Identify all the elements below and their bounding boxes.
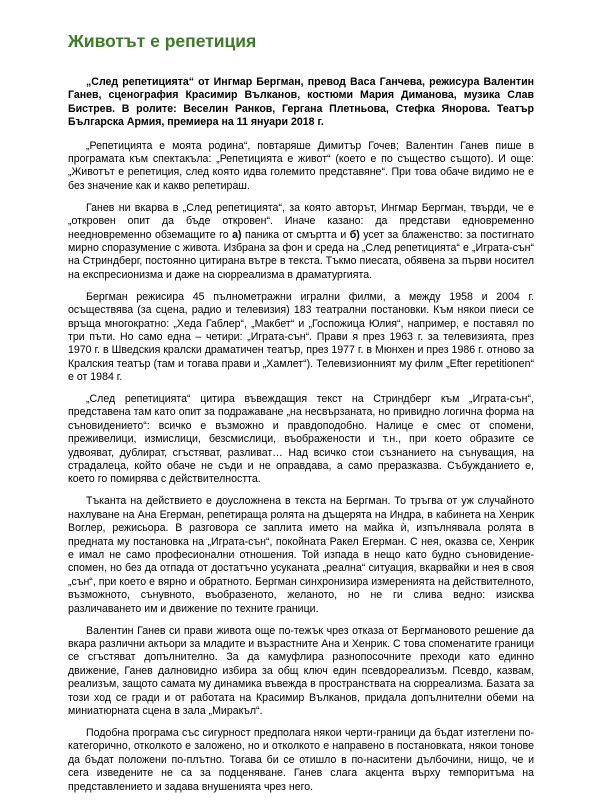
paragraph-4: „След репетицията“ цитира въвеждащия текст на Стриндберг към „Играта-сън“, представена там като опит за подражаване „на несвързаната, но привидно логична форма на съновидението“: всичко е възможно и правдоподобно. Налице е смес от спомени, преживелици, измислици, безсмислици, въображености и т.н., при което образите се удвояват, дублират, сгъстяват, разливат… Над всичко стои съзнанието на сънуващия, на страдалеца, който обаче не съди и не оправдава, а само преразказва. Събужданието е, което го помирява с действителността.: [68, 393, 534, 486]
paragraph-1: „Репетицията е моята родина“, повтаряше Димитър Гочев; Валентин Ганев пише в програмата към спектакъла: „Репетицията е живот“ (което е по същество същото). И още: „Животът е репетиция, след която идва големито представяне“. При това обаче видимо не е без значение как и какво репетираш.: [68, 139, 534, 192]
paragraph-2-marker-b: б): [349, 228, 360, 241]
paragraph-7: Подобна програма със сигурност предполага някои черти-граници да бъдат изтеглени по-категорично, отколкото е заложено, но и отколкото е направено в постановката, някои тонове да бъдат положени по-плътно. Тогава би се отишло в по-наситени дълбочини, нищо, че и сега изведените не са за подценяване. Ганев слага акцента върху темпоритъма на представлението и задава внушенията чрез него.: [68, 726, 534, 793]
paragraph-6: Валентин Ганев си прави живота още по-тежък чрез отказа от Бергмановото решение да вкара различни актьори за младите и възрастните Ана и Хенрик. С това споменатите граници се сгъстяват допълнително. За да камуфлира разнопосочните преходи като единно движение, Ганев далновидно избира за общ ключ един псевдореализъм. Псевдо, казвам, реализъм, защото самата му динамика въвежда в пространствата на сюрреализма. Базата за този ход се гради и от работата на Красимир Вълканов, придала допълнителни обеми на миниатюрната сцена в зала „Миракъл“.: [68, 624, 534, 717]
paragraph-5: Тъканта на действието е доусложнена в текста на Бергман. То тръгва от уж случайното нахлуване на Ана Егерман, репетираща ролята на дъщерята на Индра, в кабинета на Хенрик Воглер, режисьора. В разговора се заплита името на майка ѝ, изпълнявала ролята в предната му постановка на „Играта-сън“, покойната Ракел Егерман. С нея, оказва се, Хенрик е имал не само професионални отношения. Той изпада в нещо като будно съновидение-спомен, но без да отпада от достатъчно усуканата „реална“ ситуация, вкарвайки и нея в своя „сън“, при което е вярно и обратното. Бергман синхронизира измеренията на действителното, възможното, сънувното, въобразеното, желаното, но не ги слива ведно: изисква различаването им и движение по техните граници.: [68, 495, 534, 615]
paragraph-3: Бергман режисира 45 пълнометражни игрални филми, а между 1958 и 2004 г. осъществява (за сцена, радио и телевизия) 183 театрални постановки. Към някои пиеси се връща многократно: „Хеда Габлер“, „Макбет“ и „Госпожица Юлия“, например, е поставял по три пъти. Но само една – четири: „Играта-сън“. Прави я през 1963 г. за телевизията, през 1970 г. в Шведския кралски драматичен театър, през 1977 г. в Мюнхен и през 1986 г. отново за Кралския театър (там и тогава прави и „Хамлет“). Телевизионният му филм „Efter repetitionen“ е от 1984 г.: [68, 290, 534, 384]
article-title: Животът е репетиция: [68, 31, 257, 51]
paragraph-2-part-a: Ганев ни вкарва в „След репетицията“, за която авторът, Ингмар Бергман, твърди, че е „откровен опит да бъде откровен“. Иначе казано: да представи едновременно неедновременно обземащите го: [68, 201, 534, 241]
article-lead: „След репетицията“ от Ингмар Бергман, превод Васа Ганчева, режисура Валентин Ганев, сценография Красимир Вълканов, костюми Мария Диманова, музика Слав Бистрев. В ролите: Веселин Ранков, Гергана Плетньова, Стефка Янорова. Театър Българска Армия, премиера на 11 януари 2018 г.: [68, 76, 534, 129]
paragraph-2-part-c: усет за блаженство: за постигнато мирно споразумение с живота. Избрана за фон и среда на „След репетицията“ е „Играта-сън“ на Стриндберг, постоянно цитирана вътре в текста. Тъкмо пиесата, обявена за първи носител на експресионизма и даже на сюрреализма в драматургията.: [68, 228, 535, 281]
article: [68, 30, 534, 802]
paragraph-2: [68, 202, 534, 282]
paragraph-2-marker-a: а): [232, 228, 242, 241]
paragraph-2-part-b: паника от смъртта и: [241, 228, 350, 241]
